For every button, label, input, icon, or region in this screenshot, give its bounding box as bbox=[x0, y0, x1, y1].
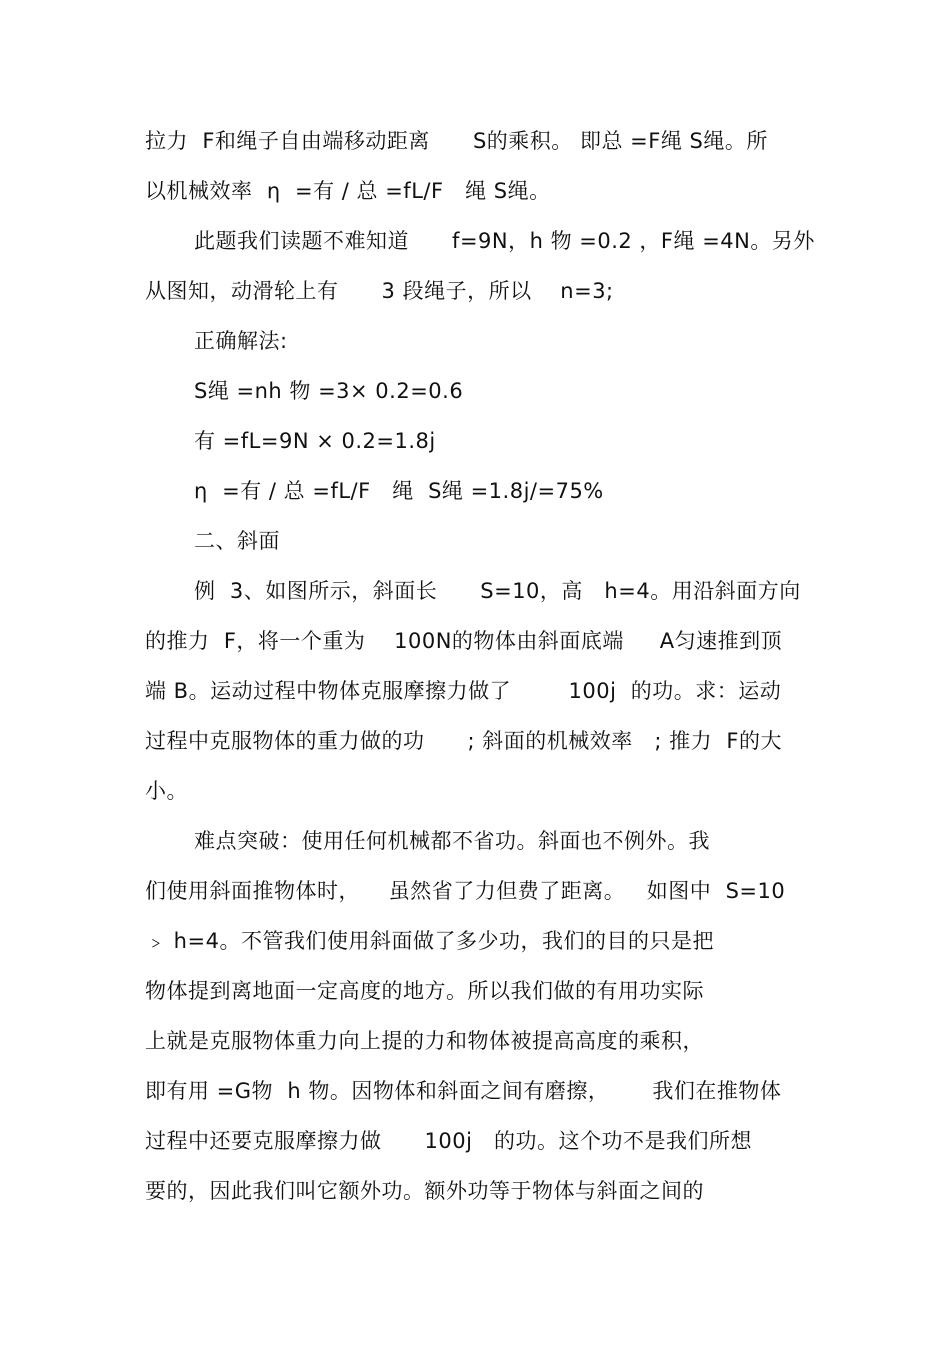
section-heading: 二、斜面 bbox=[194, 529, 280, 553]
text-line-20: 即有用 =G物 h 物。因物体和斜面之间有磨擦， 我们在推物体 bbox=[145, 1079, 782, 1103]
text-line-14: 小。 bbox=[145, 779, 188, 803]
text-line-16: 们使用斜面推物体时， 虽然省了力但费了距离。 如图中 S=10 bbox=[145, 879, 786, 903]
text-line-19: 上就是克服物体重力向上提的力和物体被提高高度的乘积， bbox=[145, 1029, 704, 1053]
text-line-10: 例 3、如图所示，斜面长 S=10，高 h=4。用沿斜面方向 bbox=[194, 579, 801, 603]
text-line-15: 难点突破：使用任何机械都不省功。斜面也不例外。我 bbox=[194, 829, 710, 853]
text-line-11: 的推力 F，将一个重为 100N的物体由斜面底端 A匀速推到顶 bbox=[145, 629, 783, 653]
text-line-1: 拉力 F和绳子自由端移动距离 S的乘积。 即总 =F绳 S绳。所 bbox=[145, 129, 768, 153]
text-line-8: η =有 / 总 =fL/F 绳 S绳 =1.8j/=75% bbox=[194, 479, 604, 503]
text-line-5: 正确解法: bbox=[194, 329, 288, 353]
text-line-18: 物体提到离地面一定高度的地方。所以我们做的有用功实际 bbox=[145, 979, 704, 1003]
text-line-13: 过程中克服物体的重力做的功 ; 斜面的机械效率 ; 推力 F的大 bbox=[145, 729, 783, 753]
text-line-3: 此题我们读题不难知道 f=9N，h 物 =0.2 ，F绳 =4N。另外 bbox=[194, 229, 815, 253]
text-line-7: 有 =fL=9N × 0.2=1.8j bbox=[194, 429, 436, 453]
text-line-12: 端 B。运动过程中物体克服摩擦力做了 100j 的功。求：运动 bbox=[145, 679, 782, 703]
text-line-6: S绳 =nh 物 =3× 0.2=0.6 bbox=[194, 379, 464, 403]
text-line-21: 过程中还要克服摩擦力做 100j 的功。这个功不是我们所想 bbox=[145, 1129, 752, 1153]
text-line-17: ﹥ h=4。不管我们使用斜面做了多少功，我们的目的只是把 bbox=[145, 929, 714, 953]
text-line-22: 要的，因此我们叫它额外功。额外功等于物体与斜面之间的 bbox=[145, 1179, 704, 1203]
text-line-4: 从图知，动滑轮上有 3 段绳子，所以 n=3; bbox=[145, 279, 614, 303]
text-line-2: 以机械效率 η =有 / 总 =fL/F 绳 S绳。 bbox=[145, 179, 551, 203]
